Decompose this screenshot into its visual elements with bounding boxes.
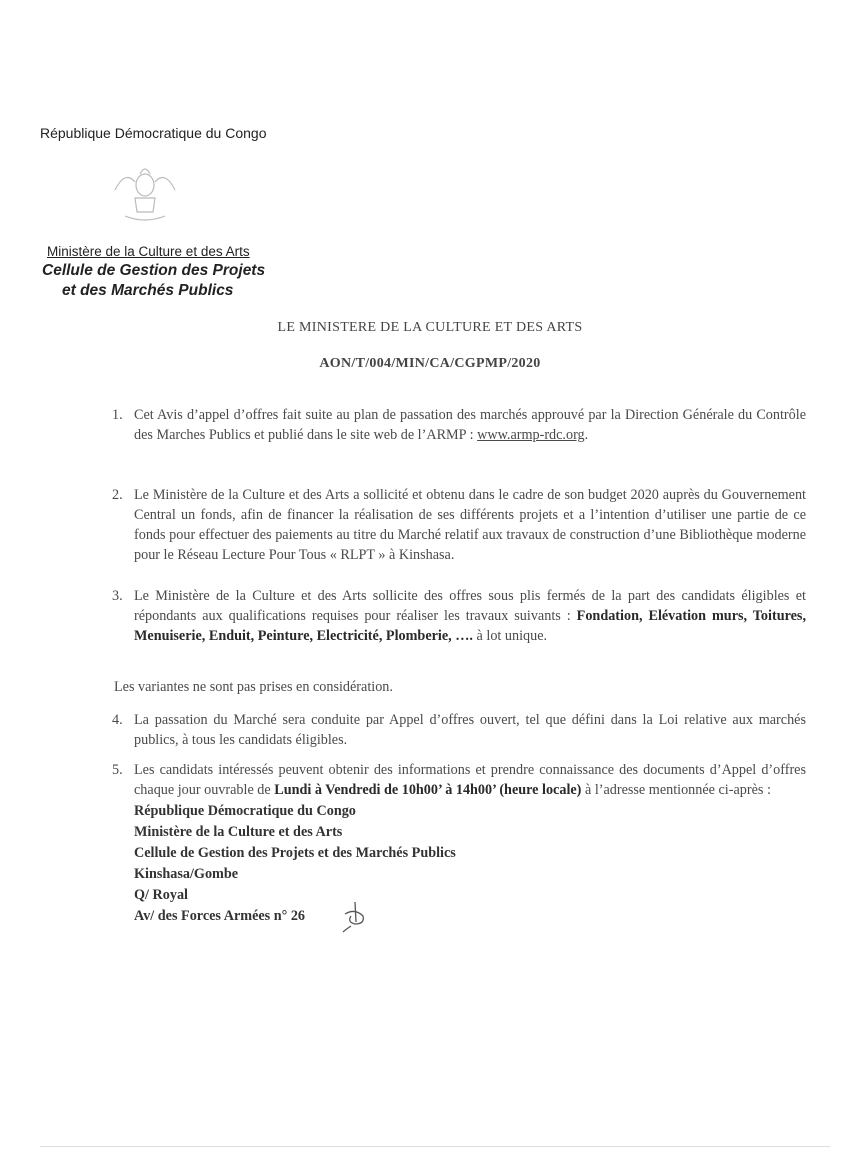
paragraph-2 xyxy=(112,485,806,565)
paragraph-1 xyxy=(112,405,806,445)
paragraph-end: à l’adresse mentionnée ci-après : xyxy=(581,782,771,798)
coat-of-arms-emblem xyxy=(105,160,185,225)
address-block xyxy=(134,801,806,927)
paragraph-number: 1. xyxy=(112,407,123,423)
paragraph-5 xyxy=(112,760,806,927)
paragraph-text: Le Ministère de la Culture et des Arts sollicite des offres sous plis fermés de la part des candidats éligibles et répondants aux qualifications requises pour réaliser les travaux suivants : xyxy=(134,588,806,624)
address-line: Kinshasa/Gombe xyxy=(134,866,239,882)
paragraph-text: La passation du Marché sera conduite par Appel d’offres ouvert, tel que défini dans la Loi relative aux marchés publics, à tous les candidats éligibles. xyxy=(134,712,806,748)
paragraph-number: 2. xyxy=(112,487,123,503)
address-line: Cellule de Gestion des Projets et des Marchés Publics xyxy=(134,845,456,861)
paragraph-end: à lot unique. xyxy=(472,628,548,644)
header-cell-line2: et des Marchés Publics xyxy=(62,282,234,299)
variants-note: Les variantes ne sont pas prises en considération. xyxy=(114,679,393,695)
document-title: LE MINISTERE DE LA CULTURE ET DES ARTS xyxy=(277,320,583,335)
paragraph-text: Les candidats intéressés peuvent obtenir des informations et prendre connaissance des documents d’Appel d’offres chaque jour ouvrable de xyxy=(134,762,806,798)
address-line: République Démocratique du Congo xyxy=(134,803,356,819)
paragraph-number: 5. xyxy=(112,762,123,778)
paragraph-number: 4. xyxy=(112,712,123,728)
initials-signature xyxy=(341,900,371,934)
paragraph-text: Le Ministère de la Culture et des Arts a sollicité et obtenu dans le cadre de son budget 2020 auprès du Gouvernement Central un fonds, afin de financer la réalisation de ses différents projets et a l’intention d’utiliser une partie de ce fonds pour effectuer des paiements au titre du Marché relatif aux travaux de construction d’une Bibliothèque moderne pour le Réseau Lecture Pour Tous « RLPT » à Kinshasa. xyxy=(134,487,806,563)
address-line: Ministère de la Culture et des Arts xyxy=(134,824,343,840)
header-country: République Démocratique du Congo xyxy=(40,125,267,141)
address-line: Av/ des Forces Armées n° 26 xyxy=(134,908,306,924)
paragraph-4 xyxy=(112,710,806,750)
page-edge-line xyxy=(40,1146,830,1147)
works-list: Fondation, Elévation murs, Toitures, Menuiserie, Enduit, Peinture, Electricité, Plomberie, …. xyxy=(134,608,806,644)
address-line: Q/ Royal xyxy=(134,887,188,903)
header-cell-line1: Cellule de Gestion des Projets xyxy=(42,262,266,279)
armp-website-link[interactable]: www.armp-rdc.org xyxy=(477,427,585,443)
paragraph-3 xyxy=(112,586,806,646)
opening-hours: Lundi à Vendredi de 10h00’ à 14h00’ (heure locale) xyxy=(274,782,582,798)
paragraph-text: Cet Avis d’appel d’offres fait suite au plan de passation des marchés approuvé par la Direction Générale du Contrôle des Marches Publics et publié dans le site web de l’ARMP : xyxy=(134,407,806,443)
document-reference: AON/T/004/MIN/CA/CGPMP/2020 xyxy=(319,356,541,371)
paragraph-number: 3. xyxy=(112,588,123,604)
paragraph-end: . xyxy=(584,427,589,443)
header-ministry: Ministère de la Culture et des Arts xyxy=(47,244,250,259)
